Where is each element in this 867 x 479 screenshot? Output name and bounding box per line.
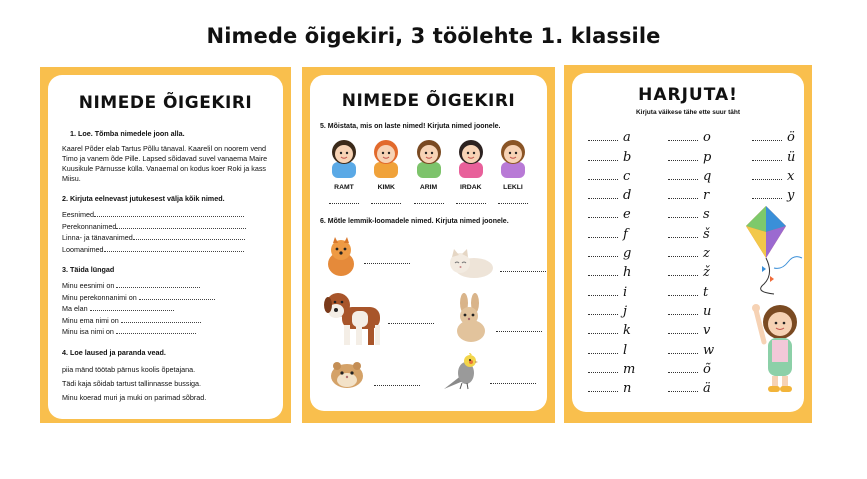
worksheet-3 [564, 65, 812, 423]
letter-row [588, 126, 635, 145]
letter-row [588, 184, 635, 203]
letter-row [588, 165, 635, 184]
letter-row [668, 300, 714, 319]
letter-row [752, 184, 795, 203]
answer-line [500, 271, 546, 272]
worksheet-2 [302, 67, 555, 423]
answer-line [668, 237, 698, 238]
letter-row [588, 280, 635, 299]
lowercase-letter: a [623, 130, 631, 146]
lowercase-letter: s [703, 207, 710, 223]
letter-row [588, 338, 635, 357]
lowercase-letter: e [623, 207, 631, 223]
lowercase-letter: ä [703, 381, 711, 397]
answer-line [668, 333, 698, 334]
lowercase-letter: t [703, 284, 709, 300]
lowercase-letter: ž [703, 265, 710, 281]
answer-line [498, 203, 528, 204]
answer-line [668, 217, 698, 218]
answer-line: Minu ema nimi on [62, 315, 269, 327]
lowercase-letter: õ [703, 361, 711, 377]
answer-line [588, 295, 618, 296]
letter-row [668, 184, 714, 203]
child-icon [326, 136, 362, 178]
kite-image [744, 206, 804, 301]
lowercase-letter: d [623, 188, 632, 204]
answer-line [668, 140, 698, 141]
letter-row [588, 203, 635, 222]
letter-row [752, 145, 795, 164]
lowercase-letter: g [623, 246, 632, 262]
lowercase-letter: š [703, 226, 710, 242]
worksheet-2-title: NIMEDE ÕIGEKIRI [341, 91, 516, 111]
letter-row [668, 338, 714, 357]
lowercase-letter: o [703, 130, 711, 146]
answer-line [668, 275, 698, 276]
kid-card [493, 136, 533, 204]
lowercase-letter: ö [787, 130, 795, 146]
lowercase-letter: b [623, 149, 632, 165]
letter-column-2 [668, 126, 714, 396]
lowercase-letter: h [623, 265, 632, 281]
letter-row [668, 319, 714, 338]
letter-row [588, 358, 635, 377]
answer-line [588, 160, 618, 161]
letter-row [588, 300, 635, 319]
answer-line: Perekonnanimed [62, 221, 269, 233]
scrambled-name: KIMK [377, 184, 395, 191]
answer-line [588, 179, 618, 180]
letter-row [588, 261, 635, 280]
letter-row [668, 165, 714, 184]
hamster-image [330, 359, 364, 394]
lowercase-letter: ü [787, 149, 796, 165]
letter-row [588, 377, 635, 396]
letter-row [668, 358, 714, 377]
answer-line [668, 160, 698, 161]
lowercase-letter: r [703, 188, 710, 204]
lowercase-letter: z [703, 246, 710, 262]
letter-column-1 [588, 126, 635, 396]
answer-line [588, 353, 618, 354]
st-bernard-image [322, 289, 386, 352]
sentence: Tädi kaja sõidab tartust tallinnasse bussiga. [62, 378, 202, 388]
lowercase-letter: y [787, 188, 795, 204]
letter-row [668, 242, 714, 261]
cat-image [448, 249, 494, 284]
lowercase-letter: j [623, 303, 628, 319]
kid-card [409, 136, 449, 204]
answer-line: Minu eesnimi on [62, 280, 269, 292]
kids-row [320, 136, 537, 204]
answer-line [374, 385, 420, 386]
answer-line: Ma elan [62, 303, 269, 315]
task-2-heading: 2. Kirjuta eelnevast jutukesest välja kõik nimed. [62, 194, 225, 203]
answer-line [496, 331, 542, 332]
answer-line [752, 140, 782, 141]
answer-line [668, 372, 698, 373]
lowercase-letter: c [623, 168, 631, 184]
answer-line [588, 314, 618, 315]
sentence: Minu koerad muri ja muki on parimad sõbrad. [62, 392, 207, 402]
answer-line [668, 198, 698, 199]
answer-line [752, 179, 782, 180]
kid-card [324, 136, 364, 204]
answer-line [668, 353, 698, 354]
answer-line [371, 203, 401, 204]
answer-line [456, 203, 486, 204]
letter-row [588, 222, 635, 241]
lowercase-letter: v [703, 323, 711, 339]
worksheet-1-title: NIMEDE ÕIGEKIRI [78, 93, 253, 113]
answer-line: Loomanimed [62, 244, 269, 256]
sentence: piia mänd töötab pärnus koolis õpetajana. [62, 364, 196, 374]
cockatiel-image [440, 353, 480, 396]
child-icon [453, 136, 489, 178]
answer-line [490, 383, 536, 384]
letter-row [668, 280, 714, 299]
letter-row [588, 242, 635, 261]
letter-row [588, 145, 635, 164]
letter-row [668, 377, 714, 396]
scrambled-name: RAMT [334, 184, 354, 191]
answer-line [588, 140, 618, 141]
answer-line [668, 179, 698, 180]
lowercase-letter: i [623, 284, 628, 300]
task-4-heading: 4. Loe laused ja paranda vead. [62, 347, 166, 357]
letter-row [752, 165, 795, 184]
answer-line: Minu isa nimi on [62, 326, 269, 338]
worksheet-2-card [310, 75, 547, 411]
kid-card [451, 136, 491, 204]
task-1-text: Kaarel Põder elab Tartus Põllu tänaval. Kaarelil on noorem vend Timo ja vanem õde Pille. Lapsed sõidavad suvel vanaema Maire Kuusikule Pärnusse külla. Vanaemal on kodus koer Roki ja kass Miisu. [62, 144, 268, 183]
letter-row [668, 203, 714, 222]
lowercase-letter: w [703, 342, 715, 358]
answer-line [588, 333, 618, 334]
rabbit-image [454, 293, 488, 348]
worksheet-3-card [572, 73, 804, 412]
worksheet-3-subtitle: Kirjuta väikese tähe ette suur täht [635, 109, 741, 116]
pets-area [320, 233, 537, 393]
lowercase-letter: f [623, 226, 628, 242]
scrambled-name: ARIM [419, 184, 438, 191]
girl-image [750, 298, 806, 403]
task-6-heading: 6. Mõtle lemmik-loomadele nimed. Kirjuta nimed joonele. [320, 218, 509, 225]
lowercase-letter: p [703, 149, 712, 165]
lowercase-letter: x [787, 168, 795, 184]
letter-row [668, 222, 714, 241]
task-1-heading: 1. Loe. Tõmba nimedele joon alla. [70, 129, 185, 138]
worksheet-1 [40, 67, 291, 423]
answer-line: Minu perekonnanimi on [62, 292, 269, 304]
answer-line [388, 323, 434, 324]
letter-row [668, 261, 714, 280]
answer-line [588, 391, 618, 392]
answer-line [668, 256, 698, 257]
answer-line [364, 263, 410, 264]
lowercase-letter: m [623, 361, 636, 377]
answer-line [752, 198, 782, 199]
pomeranian-image [324, 237, 358, 282]
answer-line [588, 237, 618, 238]
child-icon [368, 136, 404, 178]
page-title: Nimede õigekiri, 3 töölehte 1. klassile [206, 24, 661, 48]
letter-row [588, 319, 635, 338]
letters-grid [580, 126, 796, 406]
worksheet-1-card [48, 75, 283, 419]
answer-line: Linna- ja tänavanimed [62, 232, 269, 244]
kid-card [366, 136, 406, 204]
letter-row [668, 145, 714, 164]
lowercase-letter: k [623, 323, 631, 339]
answer-line [668, 295, 698, 296]
lowercase-letter: n [623, 381, 632, 397]
answer-line [668, 314, 698, 315]
scrambled-name: LEKLI [503, 184, 523, 191]
task-5-heading: 5. Mõistata, mis on laste nimed! Kirjuta nimed joonele. [320, 123, 501, 130]
lowercase-letter: q [703, 168, 712, 184]
worksheet-3-title: HARJUTA! [638, 85, 738, 105]
letter-column-3 [752, 126, 795, 203]
scrambled-name: IRDAK [459, 184, 482, 191]
letter-row [752, 126, 795, 145]
answer-line [414, 203, 444, 204]
answer-line [588, 256, 618, 257]
lowercase-letter: u [703, 303, 712, 319]
lowercase-letter: l [623, 342, 628, 358]
answer-line [588, 217, 618, 218]
answer-line [668, 391, 698, 392]
answer-line [588, 198, 618, 199]
answer-line [588, 372, 618, 373]
letter-row [668, 126, 714, 145]
answer-line [329, 203, 359, 204]
answer-line [588, 275, 618, 276]
child-icon [495, 136, 531, 178]
task-3-heading: 3. Täida lüngad [62, 265, 115, 274]
answer-line [752, 160, 782, 161]
answer-line: Eesnimed [62, 209, 269, 221]
child-icon [411, 136, 447, 178]
